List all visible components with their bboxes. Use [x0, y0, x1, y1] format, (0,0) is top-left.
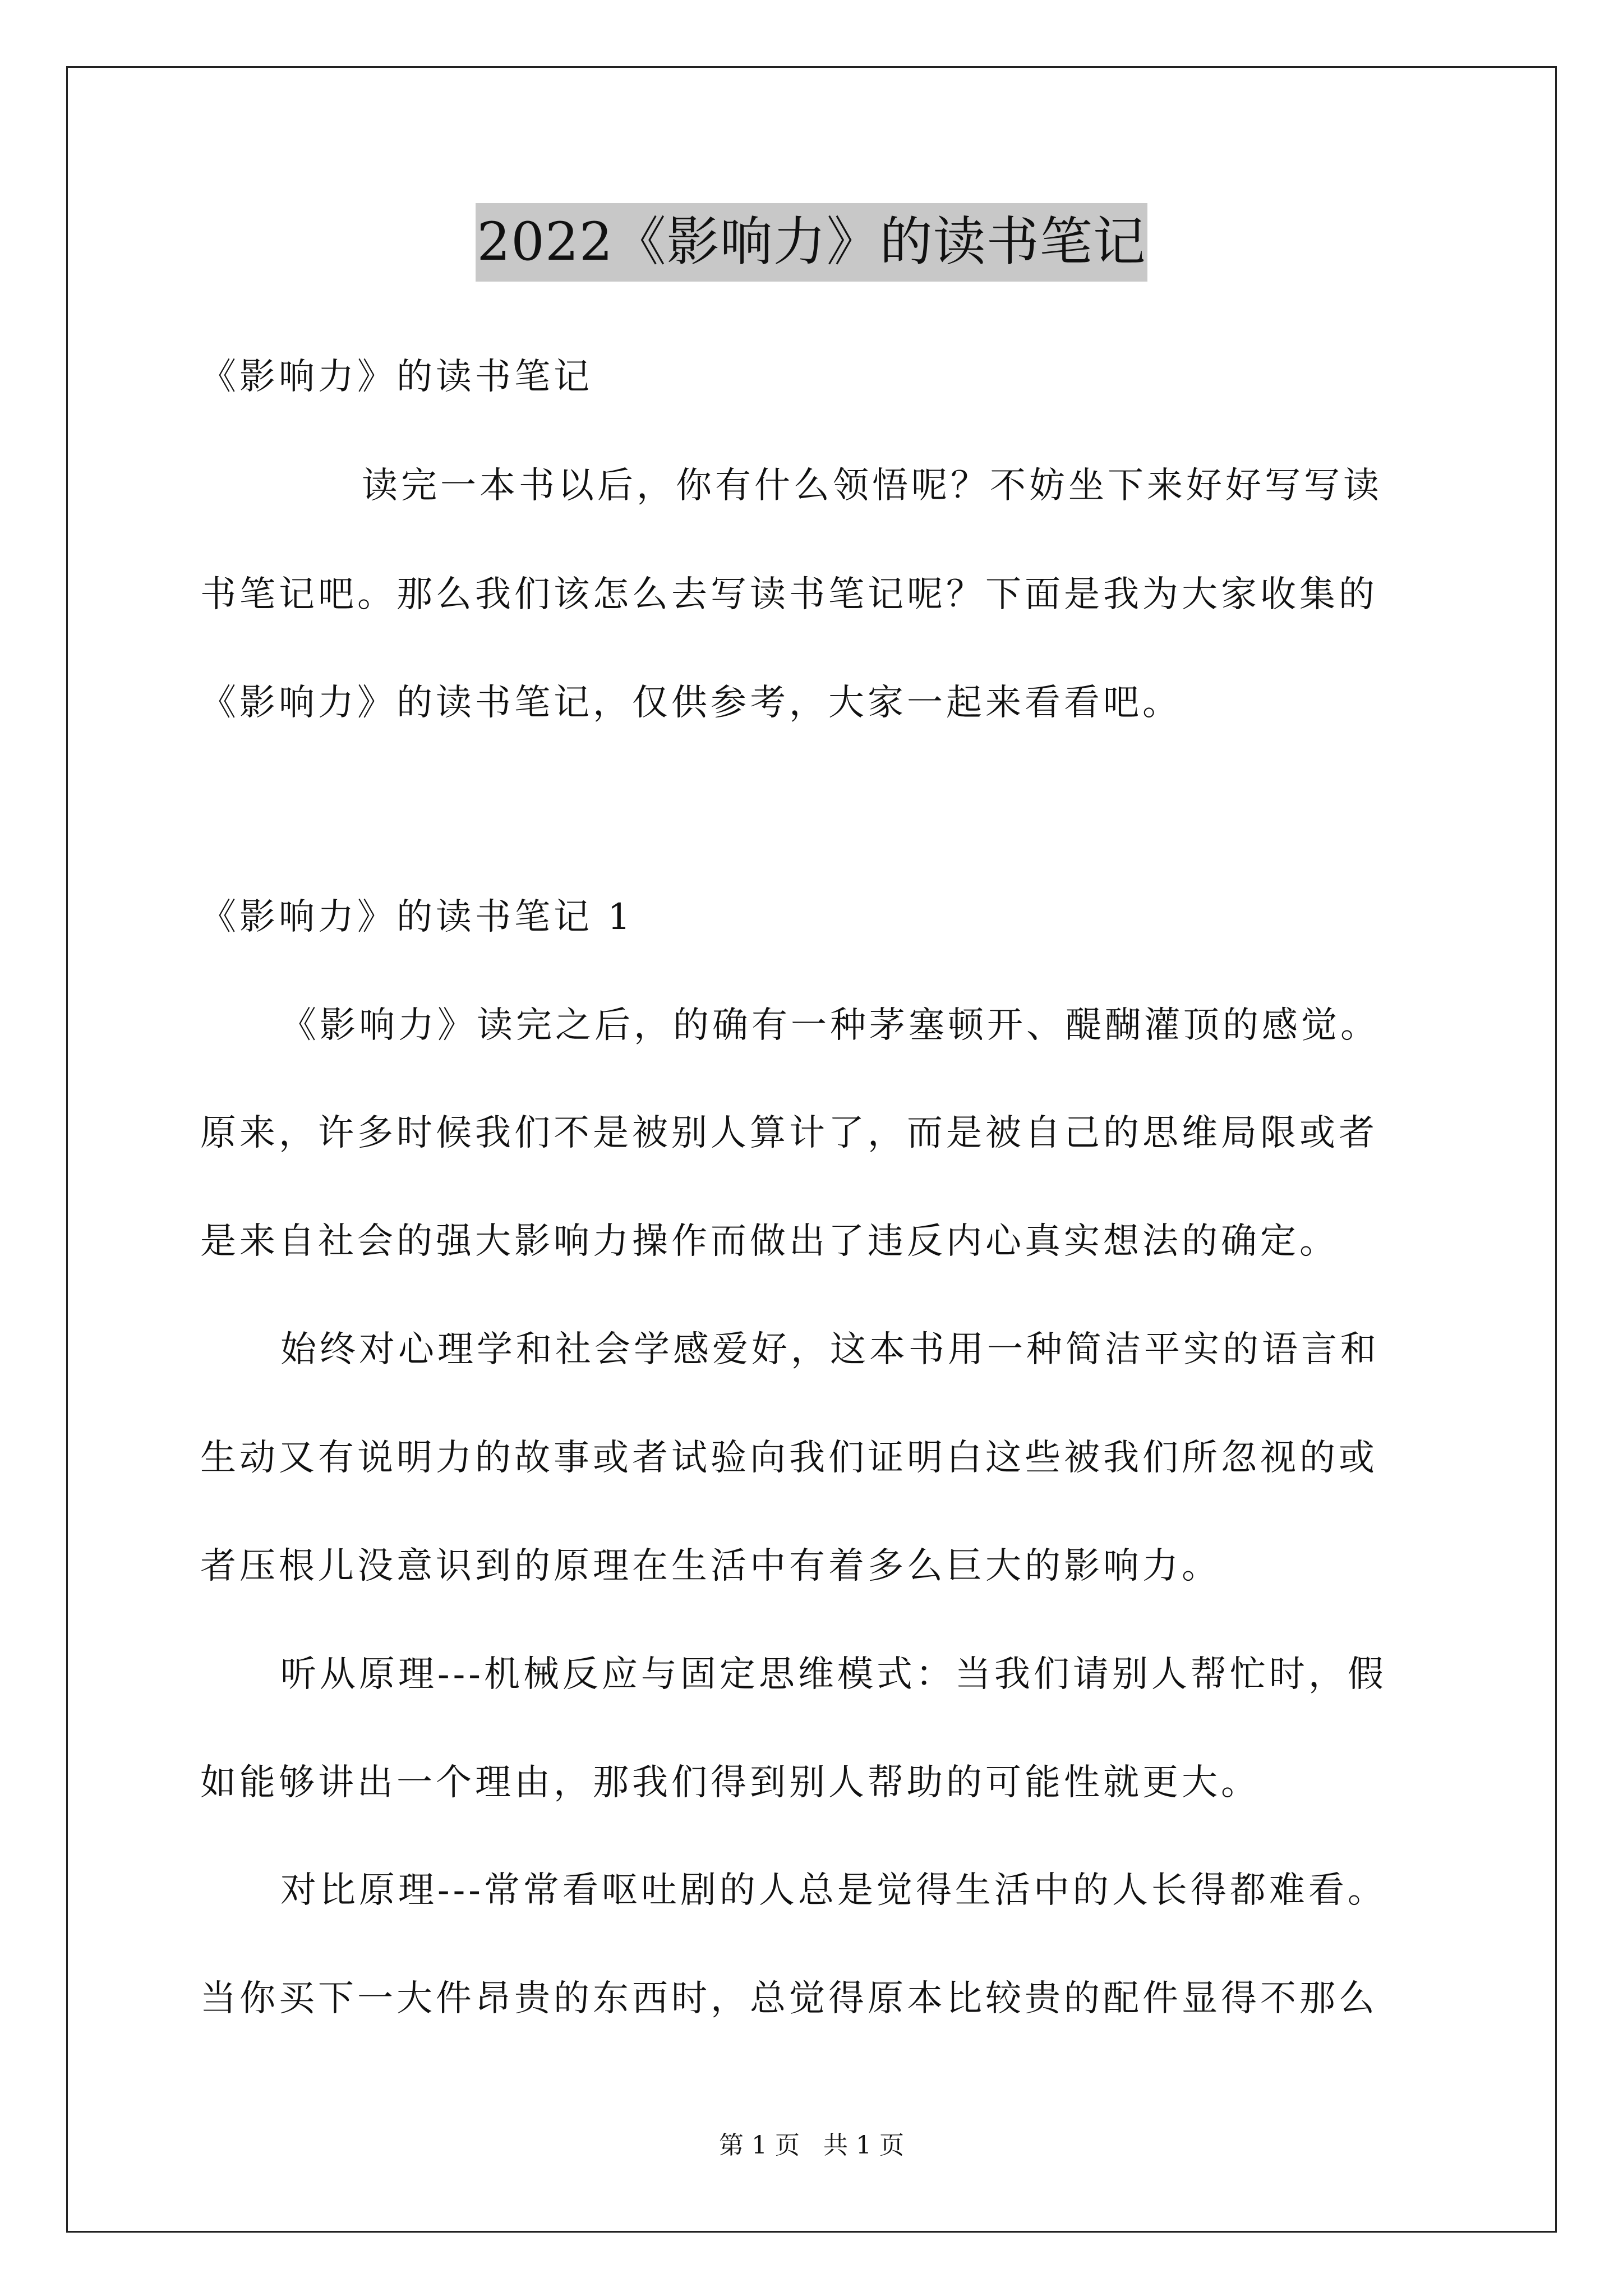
body-line-7: 听从原理---机械反应与固定思维模式：当我们请别人帮忙时，假: [280, 1654, 1387, 1695]
intro-line-1: 读完一本书以后，你有什么领悟呢？不妨坐下来好好写写读: [362, 465, 1382, 507]
subtitle: 《影响力》的读书笔记: [200, 356, 593, 398]
page-total: 共 1 页: [823, 2131, 904, 2160]
document-title: 2022《影响力》的读书笔记: [476, 203, 1147, 282]
intro-line-2: 书笔记吧。那么我们该怎么去写读书笔记呢？下面是我为大家收集的: [200, 574, 1378, 615]
body-line-9: 对比原理---常常看呕吐剧的人总是觉得生活中的人长得都难看。: [280, 1870, 1387, 1911]
body-line-1: 《影响力》读完之后，的确有一种茅塞顿开、醍醐灌顶的感觉。: [280, 1005, 1380, 1046]
intro-line-3: 《影响力》的读书笔记，仅供参考，大家一起来看看吧。: [200, 682, 1182, 724]
body-line-3: 是来自社会的强大影响力操作而做出了违反内心真实想法的确定。: [200, 1221, 1339, 1262]
body-line-10: 当你买下一大件昂贵的东西时，总觉得原本比较贵的配件显得不那么: [200, 1978, 1378, 2019]
body-line-4: 始终对心理学和社会学感爱好，这本书用一种简洁平实的语言和: [280, 1329, 1380, 1370]
body-line-6: 者压根儿没意识到的原理在生活中有着多么巨大的影响力。: [200, 1545, 1221, 1587]
section-heading: 《影响力》的读书笔记 1: [200, 896, 634, 938]
page-footer: [0, 2129, 1623, 2162]
body-line-8: 如能够讲出一个理由，那我们得到别人帮助的可能性就更大。: [200, 1762, 1260, 1803]
title-container: [0, 203, 1623, 282]
body-line-2: 原来，许多时候我们不是被别人算计了，而是被自己的思维局限或者: [200, 1112, 1378, 1154]
body-line-5: 生动又有说明力的故事或者试验向我们证明白这些被我们所忽视的或: [200, 1437, 1378, 1479]
page-number: 第 1 页: [719, 2131, 800, 2160]
